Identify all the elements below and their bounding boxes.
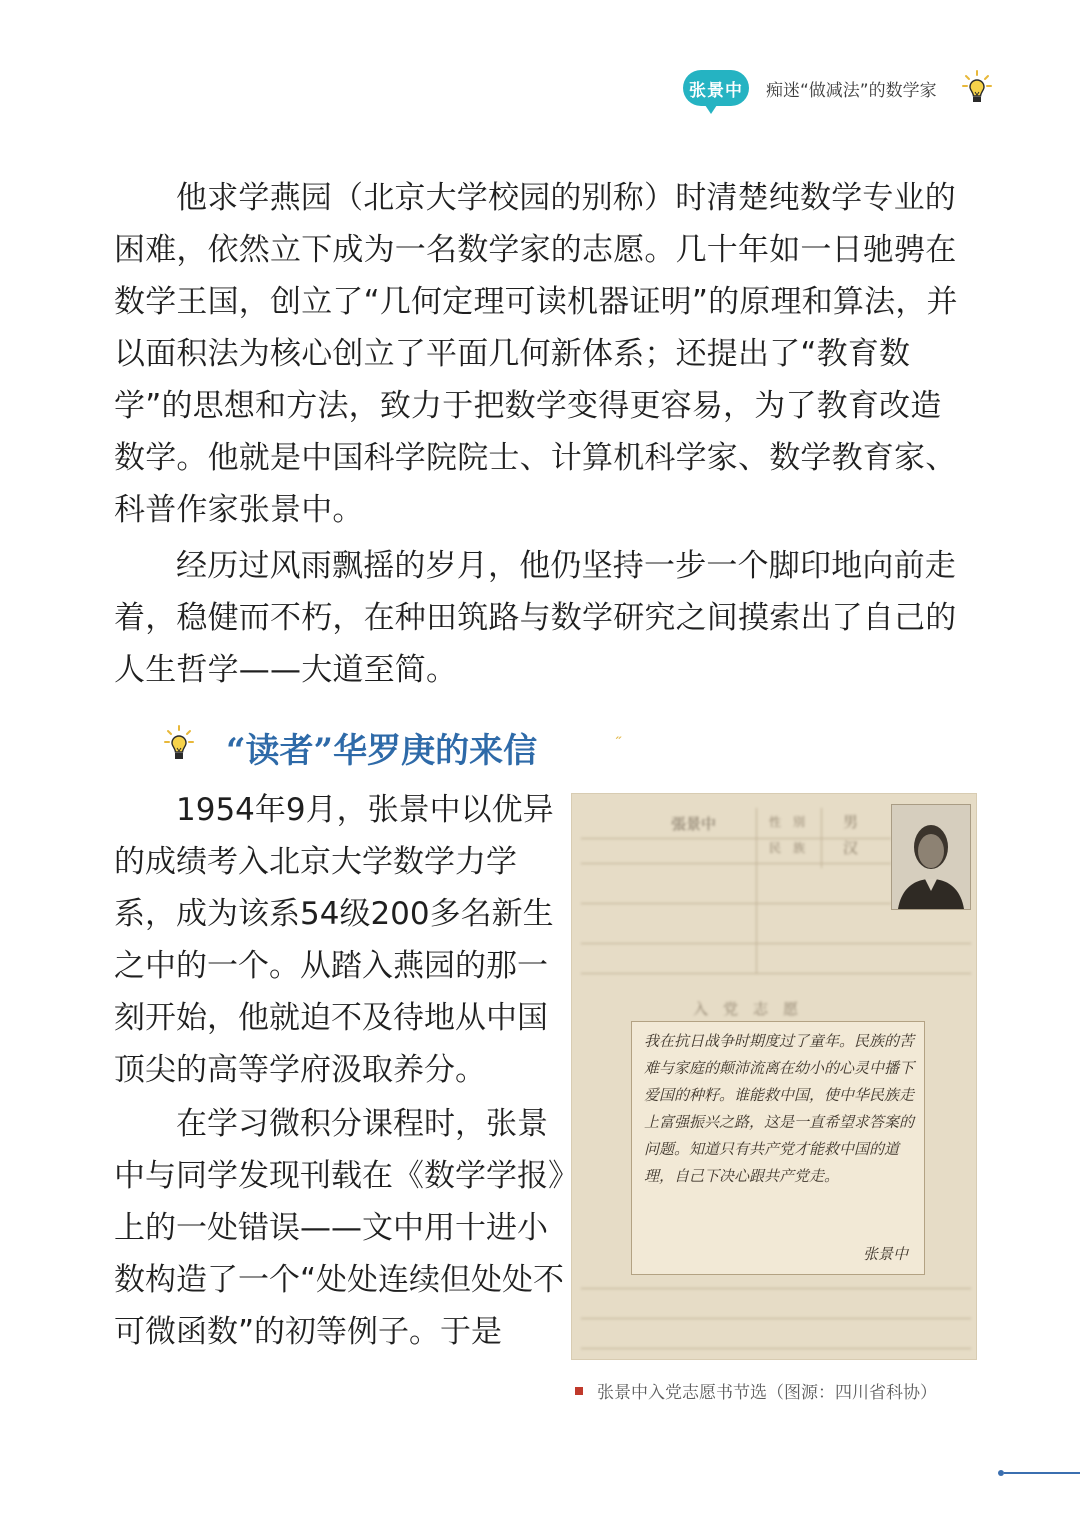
form-field-ethnicity: 民 族 [769, 841, 806, 855]
handwritten-note-card [631, 1021, 925, 1275]
body-paragraph-2: 经历过风雨飘摇的岁月，他仍坚持一步一个脚印地向前走着，稳健而不朽，在种田筑路与数学研究之间摸索出了自己的人生哲学——大道至简。 [114, 548, 957, 688]
body-paragraph-4: 在学习微积分课程时，张景中与同学发现刊载在《数学学报》上的一处错误——文中用十进小数构造了一个“处处连续但处处不可微函数”的初等例子。于是 [114, 1106, 565, 1350]
portrait-photo [891, 804, 971, 910]
footer-line [1004, 1472, 1080, 1474]
handwritten-text: 我在抗日战争时期度过了童年。民族的苦难与家庭的颠沛流离在幼小的心灵中播下爱国的种籽。谁能救中国，使中华民族走上富强振兴之路，这是一直希望求答案的问题。知道只有共产党才能救中国的道理，自己下决心跟共产党走。 [644, 1032, 915, 1185]
section-title: “读者”华罗庚的来信 [226, 730, 538, 771]
form-ethnicity-value: 汉 [843, 839, 859, 857]
party-application-photo [571, 793, 977, 1360]
body-paragraph-3: 1954年9月，张景中以优异的成绩考入北京大学数学力学系，成为该系54级200多名新生之中的一个。从踏入燕园的那一刻开始，他就迫不及待地从中国顶尖的高等学府汲取养分。 [114, 792, 554, 1088]
handwritten-signature: 张景中 [862, 1245, 908, 1263]
caption-text: 张景中入党志愿书节选（图源：四川省科协） [597, 1383, 937, 1403]
sparkle-icon: ˶ [616, 726, 622, 745]
photo-caption [575, 1378, 937, 1403]
caption-marker-icon [575, 1387, 583, 1395]
body-paragraph-1: 他求学燕园（北京大学校园的别称）时清楚纯数学专业的困难，依然立下成为一名数学家的志愿。几十年如一日驰骋在数学王国，创立了“几何定理可读机器证明”的原理和算法，并以面积法为核心创立了平面几何新体系；还提出了“教育数学”的思想和方法，致力于把数学变得更容易，为了教育改造数学。他就是中国科学院院士、计算机科学家、数学教育家、科普作家张景中。 [114, 180, 958, 528]
chapter-title: 痴迷“做减法”的数学家 [766, 81, 937, 101]
lightbulb-icon [962, 70, 992, 110]
form-name: 張景中 [671, 815, 717, 833]
lightbulb-icon [164, 725, 194, 769]
page-header [0, 68, 1080, 114]
chapter-name-badge: 张景中 [683, 70, 749, 106]
form-heading: 入 党 志 愿 [693, 1000, 799, 1018]
form-gender-value: 男 [843, 813, 859, 831]
form-field-gender: 性 別 [769, 815, 806, 829]
section-heading [164, 722, 537, 772]
